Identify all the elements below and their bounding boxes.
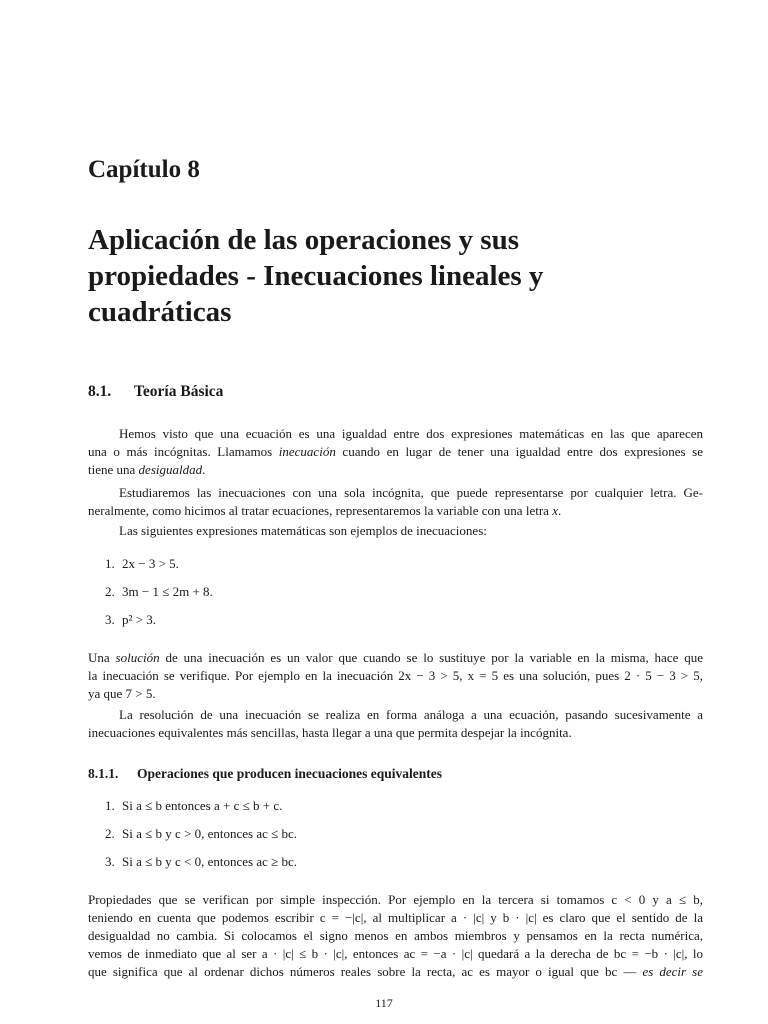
page-number: 117 (375, 996, 393, 1010)
list-text: p² > 3. (122, 612, 156, 627)
list-item (105, 584, 213, 600)
paragraph-properties (88, 891, 703, 981)
subsection-number: 8.1.1. (88, 766, 119, 781)
text-line: desigualdad no cambia. Si colocamos el signo menos en ambos miembros y pensamos en la recta numérica, (88, 928, 703, 943)
text-run: . (202, 462, 206, 477)
list-item (105, 798, 282, 814)
math-variable: x (552, 503, 558, 518)
subsection-title: Operaciones que producen inecuaciones equivalentes (137, 766, 443, 781)
subsection-heading (88, 766, 442, 782)
text-line: Hemos visto que una ecuación es una igualdad entre dos expresiones matemáticas en las que aparecen (119, 426, 703, 441)
text-run: cuando en lugar de tener una igualdad entre dos expresiones se (335, 444, 703, 459)
text-line: Las siguientes expresiones matemáticas son ejemplos de inecuaciones: (119, 523, 487, 538)
chapter-title (88, 222, 708, 330)
list-number: 2. (105, 826, 115, 841)
list-text: Si a ≤ b entonces a + c ≤ b + c. (122, 798, 283, 813)
text-line: Estudiaremos las inecuaciones con una sola incógnita, que puede representarse por cualquier letra. Ge- (119, 485, 703, 500)
emphasis-term: es decir se (642, 964, 704, 979)
text-line: Propiedades que se verifican por simple inspección. Por ejemplo en la tercera si tomamos c < 0 y a ≤ b, (88, 892, 703, 907)
text-line: vemos de inmediato que al ser a · |c| ≤ b · |c|, entonces ac = −a · |c| quedará a la derecha de bc = −b · |c|, lo (88, 946, 703, 961)
text-run: de una inecuación es un valor que cuando se lo sustituye por la variable en la misma, hace que (159, 650, 703, 665)
emphasis-term: inecuación (278, 444, 336, 459)
list-number: 2. (105, 584, 115, 599)
text-run: tiene una (88, 462, 139, 477)
section-heading (88, 383, 223, 401)
text-line: ya que 7 > 5. (88, 686, 156, 701)
text-run: . (557, 503, 562, 518)
emphasis-term: desigualdad (138, 462, 203, 477)
text-line: la inecuación se verifique. Por ejemplo en la inecuación 2x − 3 > 5, x = 5 es una solución, pues 2 · 5 − 3 > 5, (88, 668, 703, 683)
list-item (105, 826, 297, 842)
list-item (105, 612, 156, 628)
chapter-title-line: cuadráticas (88, 296, 232, 328)
text-run: que significa que al ordenar dichos números reales sobre la recta, ac es mayor o igual que bc — (88, 964, 643, 979)
paragraph-variables (88, 484, 703, 520)
text-line (88, 502, 703, 520)
chapter-label: Capítulo 8 (88, 156, 200, 183)
paragraph-resolution (88, 706, 703, 742)
list-item (105, 556, 179, 572)
paragraph-intro (88, 425, 703, 479)
list-item (105, 854, 297, 870)
list-text: Si a ≤ b y c > 0, entonces ac ≤ bc. (122, 826, 298, 841)
section-title: Teoría Básica (134, 383, 224, 400)
list-number: 3. (105, 854, 115, 869)
emphasis-term: solución (115, 650, 160, 665)
list-number: 1. (105, 798, 115, 813)
text-line: teniendo en cuenta que podemos escribir c = −|c|, al multiplicar a · |c| y b · |c| es claro que el sentido de la (88, 910, 703, 925)
text-line (88, 649, 703, 667)
list-number: 3. (105, 612, 115, 627)
text-line (88, 461, 703, 479)
paragraph-examples-intro (88, 522, 703, 540)
list-text: Si a ≤ b y c < 0, entonces ac ≥ bc. (122, 854, 298, 869)
text-line: La resolución de una inecuación se realiza en forma análoga a una ecuación, pasando sucesivamente a (119, 707, 703, 722)
text-line: inecuaciones equivalentes más sencillas, hasta llegar a una que permita despejar la incógnita. (88, 725, 572, 740)
text-line (88, 443, 703, 461)
list-text: 2x − 3 > 5. (122, 556, 179, 571)
text-line (88, 963, 703, 981)
section-number: 8.1. (88, 383, 112, 400)
text-run: una o más incógnitas. Llamamos (88, 444, 279, 459)
text-run: neralmente, como hicimos al tratar ecuaciones, representaremos la variable con una letra (88, 503, 553, 518)
paragraph-solution (88, 649, 703, 703)
list-text: 3m − 1 ≤ 2m + 8. (122, 584, 213, 599)
chapter-title-line: Aplicación de las operaciones y sus (88, 224, 519, 256)
text-run: Una (88, 650, 116, 665)
chapter-title-line: propiedades - Inecuaciones lineales y (88, 260, 544, 292)
list-number: 1. (105, 556, 115, 571)
